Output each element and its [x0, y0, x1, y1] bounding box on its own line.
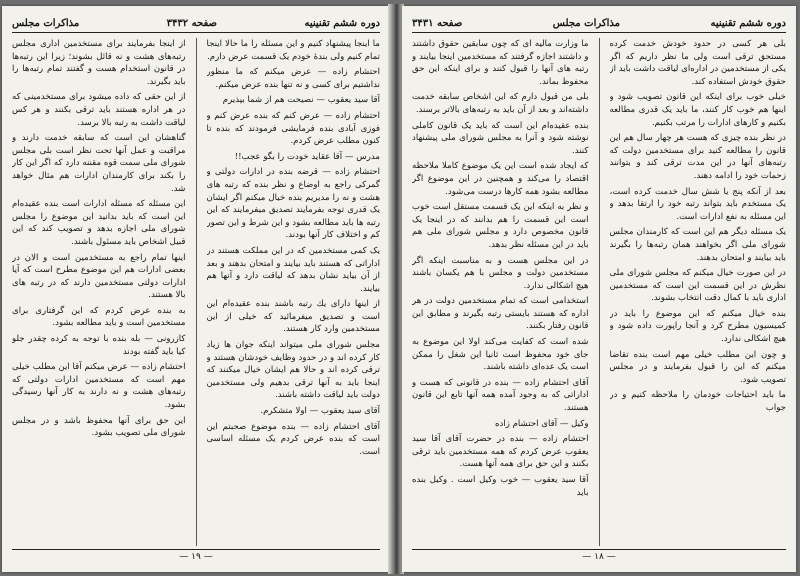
- text-columns: [12, 38, 380, 546]
- paragraph: یک مسئله دیگر هم این است که کارمندان مجلس شورای ملی اگر بخواهند همان رتبه‌ها را بگیرند باید بیایند و امتحان بدهند.: [609, 227, 786, 263]
- page-title: مذاکرات مجلس: [552, 17, 621, 29]
- paragraph: احتشام زاده — عرض میکنم که ما منظور نداشتیم برای کسی و نه تنها بنده عرض میکنم.: [206, 67, 380, 90]
- paragraph: از این حقی که داده میشود برای مستخدمینی که در هر اداره هستند باید ترقی بکنند و هر کس لیاقت داشت به رتبه بالا برسد.: [12, 92, 186, 128]
- paragraph: کازرونی — بله بنده با توجه به کرده چقدر جلو کیا باید گفته بودند: [12, 334, 186, 357]
- column-right: [610, 38, 787, 546]
- paragraph: به بنده عرض کردم که این گرفتاری برای مستخدمین است و باید مطالعه بشود.: [12, 305, 186, 329]
- paragraph: گناهشان این است که سابقه خدمت دارند و مراقبت و عمل آنها تحت نظر است بلی مجلس شورای ملی سمت قوه مقننه دارد که اگر این کار را بکند برای کارمندان ادارات هم مثال خواهد شد.: [12, 133, 186, 194]
- right-page: [402, 6, 796, 572]
- paragraph: آقای احتشام زاده — بنده در قانونی که هست و اداراتی که به وجود آمده همه آنها تابع این قانون هستند.: [412, 377, 589, 414]
- column-right: [207, 38, 381, 546]
- paragraph: از اینها داراى يك رتبه باشند بنده عقیده‌ام این است و تصدیق میفرمائید که خیلی از این مستخدمین وارد کار هستند.: [206, 299, 380, 335]
- page-header: [12, 14, 380, 33]
- paragraph: که ایجاد شده است این یک موضوع کاملا ملاحظه اقتصاد را می‌کند و همچنین در این موضوع اگر مطالعه بشود همه کارها درست می‌شود.: [412, 161, 589, 197]
- session-label: دوره ششم تقنینیه: [304, 17, 380, 29]
- paragraph: وکیل — آقای احتشام زاده: [495, 418, 589, 429]
- paragraph: این مسئله که مسئله ادارات است بنده عقیده‌ام این است که باید بدانید این موضوع را مجلس شورای ملی اجازه بدهد و تصویب کند که این قبیل اشخاص باید مسئول باشند.: [12, 199, 186, 247]
- paragraph: این حق برای آنها محفوظ باشد و در مجلس شورای ملی تصویب بشود.: [12, 415, 186, 439]
- page-title: مذاکرات مجلس: [12, 17, 80, 29]
- paragraph: در نظر بنده چیزی که هست هر چهار سال هم این قانون را مطالعه کنید برای مستخدمین دولت که رتبه‌های آنها در این مدت ترقی کند و بتوانند زحمات خود را ادامه دهند.: [609, 133, 786, 181]
- paragraph: از اینجا بفرمایند برای مستخدمین ادارى مجلس رتبه‌های هشت و نه قائل بشوند؛ زیرا این رتبه‌ها در قانون استخدام هست و گفتند تمام رتبه‌ها را باید بگیرند.: [12, 39, 186, 87]
- paragraph: در این صورت خیال میکنم که مجلس شورای ملی نظرش در این قسمت این است که مستخدمین اداری باید با کمال دقت انتخاب بشوند.: [609, 268, 786, 304]
- column-left: [12, 38, 186, 546]
- paragraph: ما باید احتیاجات خودمان را ملاحظه کنیم و در جواب: [609, 390, 786, 414]
- column-left: [412, 38, 589, 546]
- paragraph: شده است که کفایت می‌کند اولا این موضوع به جای خود محفوظ است ثانیا این شغل را ممکن است یک عده‌ای داشته باشند.: [412, 337, 589, 373]
- paragraph: و چون این مطلب خیلی مهم است بنده تقاضا میکنم که این را قبول بفرمایند و در مجلس تصویب شود.: [609, 349, 786, 385]
- paragraph: ما اینجا پیشنهاد کنیم و این مسئله را ما حالا اینجا تمام کنیم ولی بندۀ خودم یک قسمت عرض دارم.: [206, 39, 380, 62]
- paragraph: ما وزارت مالیه ای که چون سابقین حقوق داشتند و داشتند اجازه گرفتند که مستخدمین اینجا بیایند و رتبه های آنها را قبول کنند و برای اینکه این حق محفوظ بماند.: [412, 39, 589, 87]
- paragraph: و نظر به اینکه این یک قسمت مستقل است خوب است این قسمت را هم بدانند که در اینجا یک قانون مخصوص دارد و مجلس شورای ملی هم باید در این مسئله نظر بدهد.: [412, 202, 589, 250]
- paragraph: احتشام زاده — عرض کنم که بنده عرض کنم و فوزی آبادی بنده فرمایشی فرمودند که بنده تا کنون مطلب عرض کردم.: [206, 110, 380, 147]
- paragraph: خیلی خوب برای اینکه این قانون تصویب شود و اینها هم خوب کار کنند، ما باید یک قدری مطالعه بکنیم و کارهای ادارات را مرتب بکنیم.: [609, 92, 786, 128]
- page-number-label: صفحه ۳۴۳۲: [166, 17, 218, 29]
- session-label: دوره ششم تقنینیه: [710, 17, 786, 29]
- page-number-label: صفحه ۳۴۳۱: [412, 17, 463, 29]
- paragraph: آقا سید یعقوب — نصیحت هم از شما بپذیرم: [222, 95, 380, 106]
- paragraph: در این مجلس هست و به مناسبت اینکه اگر مستخدمین دولت و مجلس با هم یکسان باشند هیچ اشکالی ندارد.: [412, 255, 589, 291]
- paragraph: مدرس — آقا عقاید خودت را بگو عجب!!: [234, 151, 380, 162]
- paragraph: بلی من قبول دارم که این اشخاص سابقه خدمت داشته‌اند و بعد از آن باید به رتبه‌های بالاتر برسند.: [412, 92, 589, 115]
- column-divider: [599, 38, 600, 546]
- paragraph: آقا سید یعقوب — خوب وکیل است . وکیل بنده باید: [412, 475, 589, 498]
- paragraph: آقای سید یعقوب — اولا متشکرم.: [260, 406, 380, 417]
- paragraph: یک کمی مستخدمین که در این مملکت هستند در اداراتی که هستند باید بیایند و امتحان بدهند و بعد از آن بیاید نشان بدهد که لیاقت دارد و آنها هم بیایند.: [206, 245, 380, 294]
- paragraph: اینها تمام راجع به مستخدمین است و الان در بعضی ادارات هم این موضوع مطرح است که آیا ادارات دولتی مستخدمین دارند که در رتبه های بالا هستند.: [12, 252, 186, 301]
- paragraph: احتشام زاده — عرض میکنم آقا این مطلب خیلی مهم است که مستخدمین ادارات دولتی که رتبه‌های هشت و نه دارند به کار آنها رسیدگی بشود.: [12, 362, 186, 411]
- paragraph: بنده خیال میکنم که این موضوع را باید در کمیسیون مطرح کرد و آنجا راپورت داده شود و هیچ اشکالی ندارد.: [609, 308, 786, 345]
- paragraph: بلی هر کسی در حدود خودش خدمت کرده مستحق ترقی است ولی ما نظر داریم که اگر یکی از مستخدمین در اداره‌ای لیاقت داشت باید از حقوق خودش استفاده کند.: [609, 39, 786, 87]
- paragraph: استخدامی است که تمام مستخدمین دولت در هر اداره که هستند بایستی رتبه بگیرند و مطابق این قانون رفتار بکنند.: [412, 296, 589, 332]
- paragraph: آقای احتشام زاده — بنده موضوع صحبتم این است که بنده عرض کردم یک مسئله اساسی است.: [206, 421, 380, 457]
- page-header: [412, 14, 786, 33]
- paragraph: بعد از آنکه پنج یا شش سال خدمت کرده است، یک مستخدم باید بتواند رتبه خود را ارتقا بدهد و این مسئله به نفع ادارات است.: [609, 186, 786, 222]
- text-columns: [412, 38, 786, 546]
- paragraph: احتشام زاده — قرضه بنده در ادارات دولتی و گمرکی راجع به اوضاع و نظر بنده که رتبه های هشت و نه را مدیریم بنده خیال میکنم اگر ایشان یک قدری توجه بفرمایند تصدیق میفرمایند که این رتبه ها باید مطالعه بشود و این شرط و این تصور کم و اختلاف کار آنها بودند.: [206, 167, 380, 241]
- paragraph: مجلس شورای ملی میتواند اینکه جوان ها زیاد کار کرده اند و در حدود وظایف خودشان هستند و ترقی کرده اند و حالا هم ایشان خیال میکنند که اینجا باید به آنها ترقی بدهیم ولی مستخدمین دولت باید لیاقت داشته باشند.: [206, 340, 380, 401]
- column-divider: [196, 38, 197, 546]
- page-footer: — ۱۸ —: [412, 549, 786, 566]
- page-footer: — ۱۹ —: [12, 549, 380, 566]
- left-page: [2, 6, 390, 572]
- paragraph: بنده عقیده‌ام این است که باید یک قانون کاملی نوشته شود و آنرا به مجلس شورای ملی پیشنهاد کنند.: [412, 120, 589, 156]
- paragraph: احتشام زاده — بنده در حضرت آقای آقا سید یعقوب عرض کردم که همه مستخدمین باید ترقی بکنند و این حق برای همه آنها هست.: [412, 434, 589, 470]
